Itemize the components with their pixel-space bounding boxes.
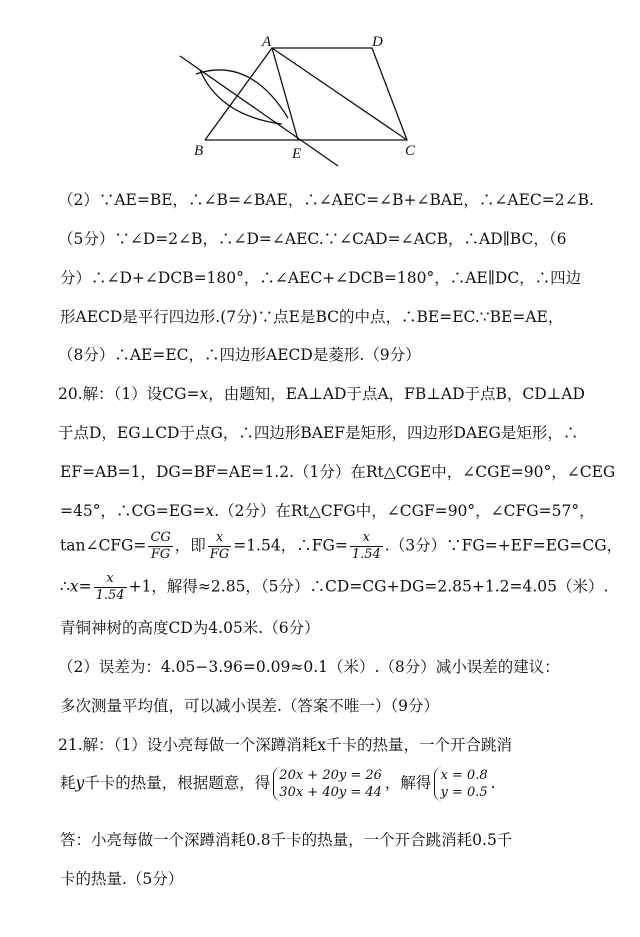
label-D: D bbox=[372, 34, 383, 50]
text-line-6: 20.解：（1）设CG=x，由题知，EA⊥AD于点A，FB⊥AD于点B，CD⊥AD bbox=[58, 385, 585, 403]
text-line-5: （8分）∴AE=EC，∴四边形AECD是菱形.（9分） bbox=[58, 346, 421, 364]
text-line-1: （2）∵AE=BE，∴∠B=∠BAE，∴∠AEC=∠B+∠BAE，∴∠AEC=2∠B. bbox=[58, 191, 594, 209]
label-B: B bbox=[194, 143, 204, 159]
text-line-9: =45°，∴CG=EG=x.（2分）在Rt△CFG中，∠CGF=90°，∠CFG=57°， bbox=[60, 502, 595, 520]
fraction-x-154-b: $\frac{x}{1.54}$ bbox=[95, 571, 125, 603]
fraction-x-fg: $\frac{x}{FG}$ bbox=[209, 530, 230, 562]
label-A: A bbox=[262, 34, 272, 50]
text-line-4: 形AECD是平行四边形.(7分)∵点E是BC的中点，∴BE=EC.∵BE=AE， bbox=[60, 308, 564, 326]
text-line-10: tan∠CFG= $\frac{CG}{FG}$ ，即 $\frac{x}{FG}$ =1.54，∴FG= $\frac{x}{1.54}$ .（3分）∵FG=+EF=EG=CG， bbox=[60, 530, 623, 562]
solution-system: x = 0.8 y = 0.5 bbox=[434, 767, 487, 801]
text-line-16: 耗y千卡的热量，根据题意，得 20x + 20y = 26 30x + 40y = 44 ，解得 x = 0.8 y = 0.5 . bbox=[60, 768, 496, 800]
text-line-3: 分）∴∠D+∠DCB=180°，∴∠AEC+∠DCB=180°，∴AE∥DC，∴四边 bbox=[60, 269, 582, 287]
label-C: C bbox=[405, 143, 416, 159]
text-line-8: EF=AB=1，DG=BF=AE=1.2.（1分）在Rt△CGE中，∠CGE=90°，∠CEG bbox=[60, 463, 616, 481]
fraction-cg-fg: $\frac{CG}{FG}$ bbox=[150, 530, 171, 562]
text-line-2: （5分）∵∠D=2∠B，∴∠D=∠AEC.∵∠CAD=∠ACB，∴AD∥BC，（6 bbox=[58, 230, 567, 248]
geometry-figure bbox=[0, 0, 640, 175]
text-line-7: 于点D，EG⊥CD于点G，∴四边形BAEF是矩形，四边形DAEG是矩形，∴ bbox=[58, 424, 579, 442]
perpendicular-bisector bbox=[180, 56, 338, 166]
label-E: E bbox=[292, 146, 302, 162]
text-line-18: 卡的热量.（5分） bbox=[60, 870, 184, 888]
text-line-17: 答：小亮每做一个深蹲消耗0.8千卡的热量，一个开合跳消耗0.5千 bbox=[60, 831, 513, 849]
text-line-11: ∴x= $\frac{x}{1.54}$ +1，解得≈2.85，（5分）∴CD=CG+DG=2.85+1.2=4.05（米）. bbox=[60, 571, 609, 603]
fraction-x-154: $\frac{x}{1.54}$ bbox=[351, 530, 381, 562]
diagonal-AC bbox=[272, 48, 407, 140]
text-line-14: 多次测量平均值，可以减小误差.（答案不唯一）（9分） bbox=[60, 697, 440, 715]
text-line-13: （2）误差为：4.05−3.96=0.09≈0.1（米）.（8分）减小误差的建议： bbox=[58, 658, 560, 676]
text-line-15: 21.解：（1）设小亮每做一个深蹲消耗x千卡的热量，一个开合跳消 bbox=[58, 736, 513, 754]
equation-system: 20x + 20y = 26 30x + 40y = 44 bbox=[273, 767, 382, 801]
text-line-12: 青铜神树的高度CD为4.05米.（6分） bbox=[60, 619, 320, 637]
